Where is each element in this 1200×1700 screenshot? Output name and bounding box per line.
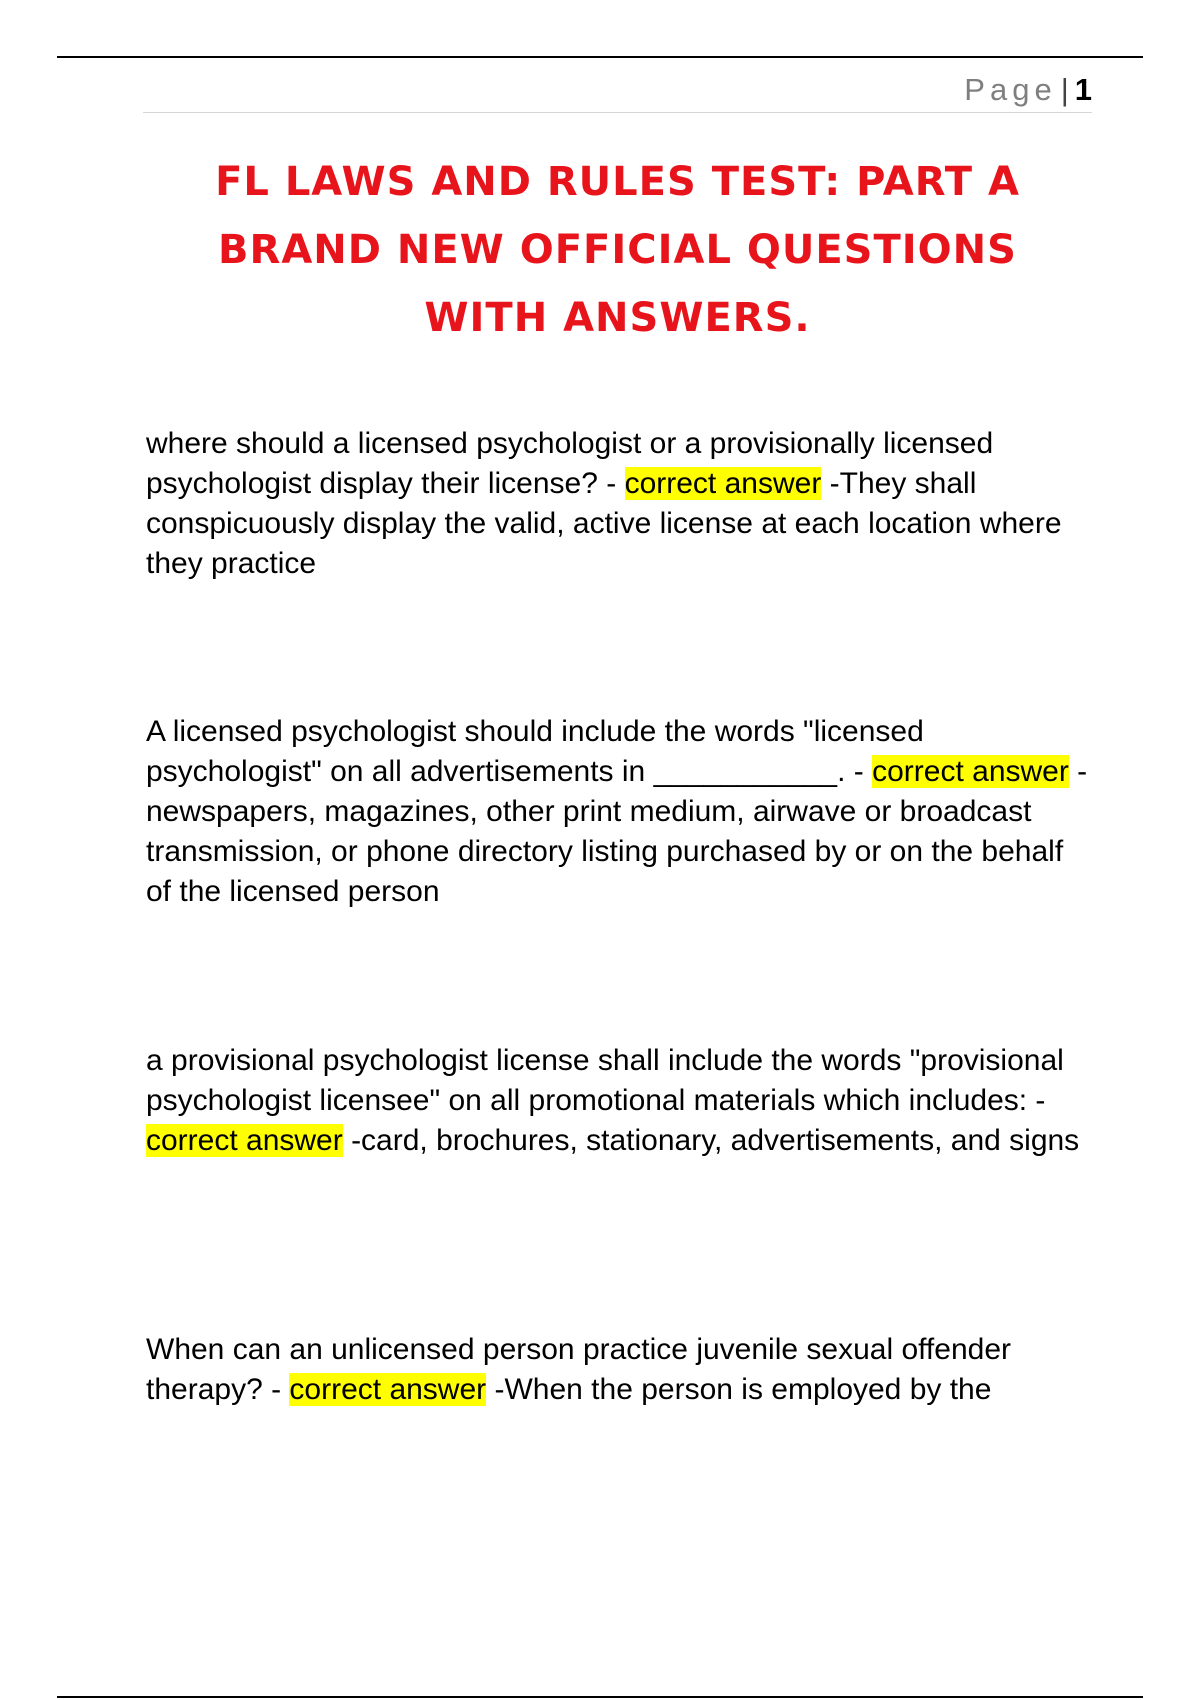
question-text: A licensed psychologist should include the words "licensed psychologist" on all advertisements in ___________. xyxy=(146,715,924,788)
separator: - xyxy=(597,467,625,500)
separator: - xyxy=(262,1373,290,1406)
correct-answer-label: correct answer xyxy=(289,1373,487,1406)
top-rule xyxy=(57,56,1143,58)
qa-item-4 xyxy=(146,1330,1096,1410)
correct-answer-label: correct answer xyxy=(872,755,1069,788)
separator: - xyxy=(845,755,873,788)
correct-answer-label: correct answer xyxy=(624,467,822,500)
document-title xyxy=(130,148,1105,352)
answer-text: -card, brochures, stationary, advertisements, and signs xyxy=(342,1124,1080,1157)
answer-text: -When the person is employed by the xyxy=(486,1373,992,1406)
qa-item-1 xyxy=(146,424,1096,584)
question-text: When can an unlicensed person practice juvenile sexual offender therapy? xyxy=(146,1333,1011,1406)
page-number: 1 xyxy=(1074,72,1092,107)
bottom-rule xyxy=(57,1696,1143,1698)
page-label: Page xyxy=(964,72,1057,107)
title-line-2: BRAND NEW OFFICIAL QUESTIONS xyxy=(218,227,1017,273)
question-text: a provisional psychologist license shall include the words "provisional psychologist licensee" on all promotional materials which includes: xyxy=(146,1044,1064,1117)
answer-text: -They shall conspicuously display the valid, active license at each location where they practice xyxy=(146,467,1062,580)
answer-text: -newspapers, magazines, other print medium, airwave or broadcast transmission, or phone directory listing purchased by or on the behalf of the licensed person xyxy=(146,755,1088,908)
correct-answer-label: correct answer xyxy=(146,1124,343,1157)
qa-item-3 xyxy=(146,1041,1096,1161)
separator: - xyxy=(1027,1084,1046,1117)
question-text: where should a licensed psychologist or a provisionally licensed psychologist display their license? xyxy=(146,427,994,500)
qa-item-2 xyxy=(146,712,1096,912)
page-separator: | xyxy=(1060,72,1069,107)
page-header xyxy=(143,68,1092,113)
title-line-1: FL LAWS AND RULES TEST: PART A xyxy=(215,159,1020,205)
title-line-3: WITH ANSWERS. xyxy=(424,295,811,341)
